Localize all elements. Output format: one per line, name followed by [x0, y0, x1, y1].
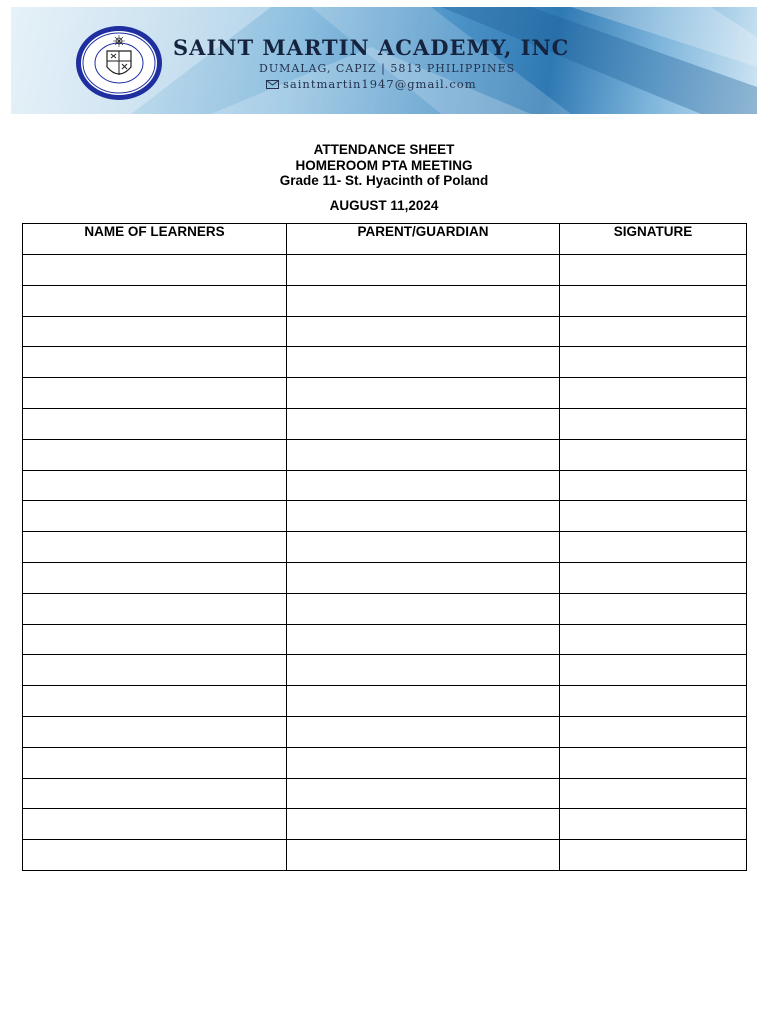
- cell-parent-guardian: [287, 347, 560, 378]
- cell-parent-guardian: [287, 778, 560, 809]
- document-subtitle: HOMEROOM PTA MEETING: [295, 158, 473, 173]
- table-row: [23, 716, 747, 747]
- table-row: [23, 532, 747, 563]
- table-row: [23, 255, 747, 286]
- cell-parent-guardian: [287, 255, 560, 286]
- table-row: [23, 408, 747, 439]
- cell-learner-name: [23, 716, 287, 747]
- cell-learner-name: [23, 809, 287, 840]
- cell-signature: [560, 562, 747, 593]
- cell-signature: [560, 747, 747, 778]
- cell-learner-name: [23, 655, 287, 686]
- cell-signature: [560, 624, 747, 655]
- cell-learner-name: [23, 747, 287, 778]
- cell-parent-guardian: [287, 378, 560, 409]
- document-section: Grade 11- St. Hyacinth of Poland: [279, 173, 489, 188]
- table-row: [23, 809, 747, 840]
- column-header-parent-guardian: PARENT/GUARDIAN: [287, 224, 560, 255]
- cell-parent-guardian: [287, 809, 560, 840]
- school-email-line: [266, 77, 477, 91]
- cell-learner-name: [23, 378, 287, 409]
- cell-learner-name: [23, 778, 287, 809]
- cell-signature: [560, 716, 747, 747]
- table-row: [23, 316, 747, 347]
- table-row: [23, 470, 747, 501]
- school-address: DUMALAG, CAPIZ | 5813 PHILIPPINES: [259, 62, 516, 75]
- table-row: [23, 624, 747, 655]
- letterhead-banner: [11, 7, 757, 114]
- cell-parent-guardian: [287, 316, 560, 347]
- cell-learner-name: [23, 316, 287, 347]
- cell-signature: [560, 316, 747, 347]
- cell-signature: [560, 408, 747, 439]
- cell-learner-name: [23, 285, 287, 316]
- cell-parent-guardian: [287, 686, 560, 717]
- table-header-row: [23, 224, 747, 255]
- table-row: [23, 562, 747, 593]
- table-row: [23, 778, 747, 809]
- cell-learner-name: [23, 562, 287, 593]
- cell-learner-name: [23, 593, 287, 624]
- cell-signature: [560, 470, 747, 501]
- cell-parent-guardian: [287, 285, 560, 316]
- cell-parent-guardian: [287, 840, 560, 871]
- cell-parent-guardian: [287, 716, 560, 747]
- cell-learner-name: [23, 439, 287, 470]
- cell-signature: [560, 840, 747, 871]
- cell-learner-name: [23, 255, 287, 286]
- column-header-name-of-learners: NAME OF LEARNERS: [23, 224, 287, 255]
- table-row: [23, 285, 747, 316]
- cell-learner-name: [23, 347, 287, 378]
- cell-parent-guardian: [287, 532, 560, 563]
- cell-signature: [560, 378, 747, 409]
- table-row: [23, 439, 747, 470]
- cell-learner-name: [23, 686, 287, 717]
- document-date: AUGUST 11,2024: [329, 198, 439, 213]
- cell-signature: [560, 655, 747, 686]
- cell-signature: [560, 255, 747, 286]
- cell-learner-name: [23, 624, 287, 655]
- school-name: SAINT MARTIN ACADEMY, INC: [173, 35, 570, 60]
- cell-parent-guardian: [287, 501, 560, 532]
- cell-parent-guardian: [287, 624, 560, 655]
- cell-parent-guardian: [287, 655, 560, 686]
- school-email: saintmartin1947@gmail.com: [283, 77, 477, 91]
- cell-signature: [560, 593, 747, 624]
- cell-signature: [560, 439, 747, 470]
- table-row: [23, 501, 747, 532]
- cell-parent-guardian: [287, 593, 560, 624]
- column-header-signature: SIGNATURE: [560, 224, 747, 255]
- document-title: ATTENDANCE SHEET: [313, 142, 455, 157]
- table-row: [23, 347, 747, 378]
- cell-signature: [560, 501, 747, 532]
- cell-learner-name: [23, 501, 287, 532]
- table-row: [23, 686, 747, 717]
- cell-parent-guardian: [287, 562, 560, 593]
- cell-parent-guardian: [287, 439, 560, 470]
- cell-parent-guardian: [287, 470, 560, 501]
- mail-icon: [266, 80, 279, 89]
- cell-learner-name: [23, 470, 287, 501]
- cell-signature: [560, 285, 747, 316]
- school-seal-icon: [75, 25, 163, 101]
- cell-signature: [560, 778, 747, 809]
- cell-signature: [560, 809, 747, 840]
- cell-learner-name: [23, 532, 287, 563]
- table-row: [23, 655, 747, 686]
- cell-learner-name: [23, 840, 287, 871]
- cell-signature: [560, 532, 747, 563]
- cell-signature: [560, 686, 747, 717]
- attendance-table: [22, 223, 747, 871]
- cell-learner-name: [23, 408, 287, 439]
- table-row: [23, 840, 747, 871]
- cell-parent-guardian: [287, 408, 560, 439]
- table-row: [23, 747, 747, 778]
- cell-parent-guardian: [287, 747, 560, 778]
- table-row: [23, 378, 747, 409]
- table-row: [23, 593, 747, 624]
- cell-signature: [560, 347, 747, 378]
- attendance-table-body: [23, 255, 747, 871]
